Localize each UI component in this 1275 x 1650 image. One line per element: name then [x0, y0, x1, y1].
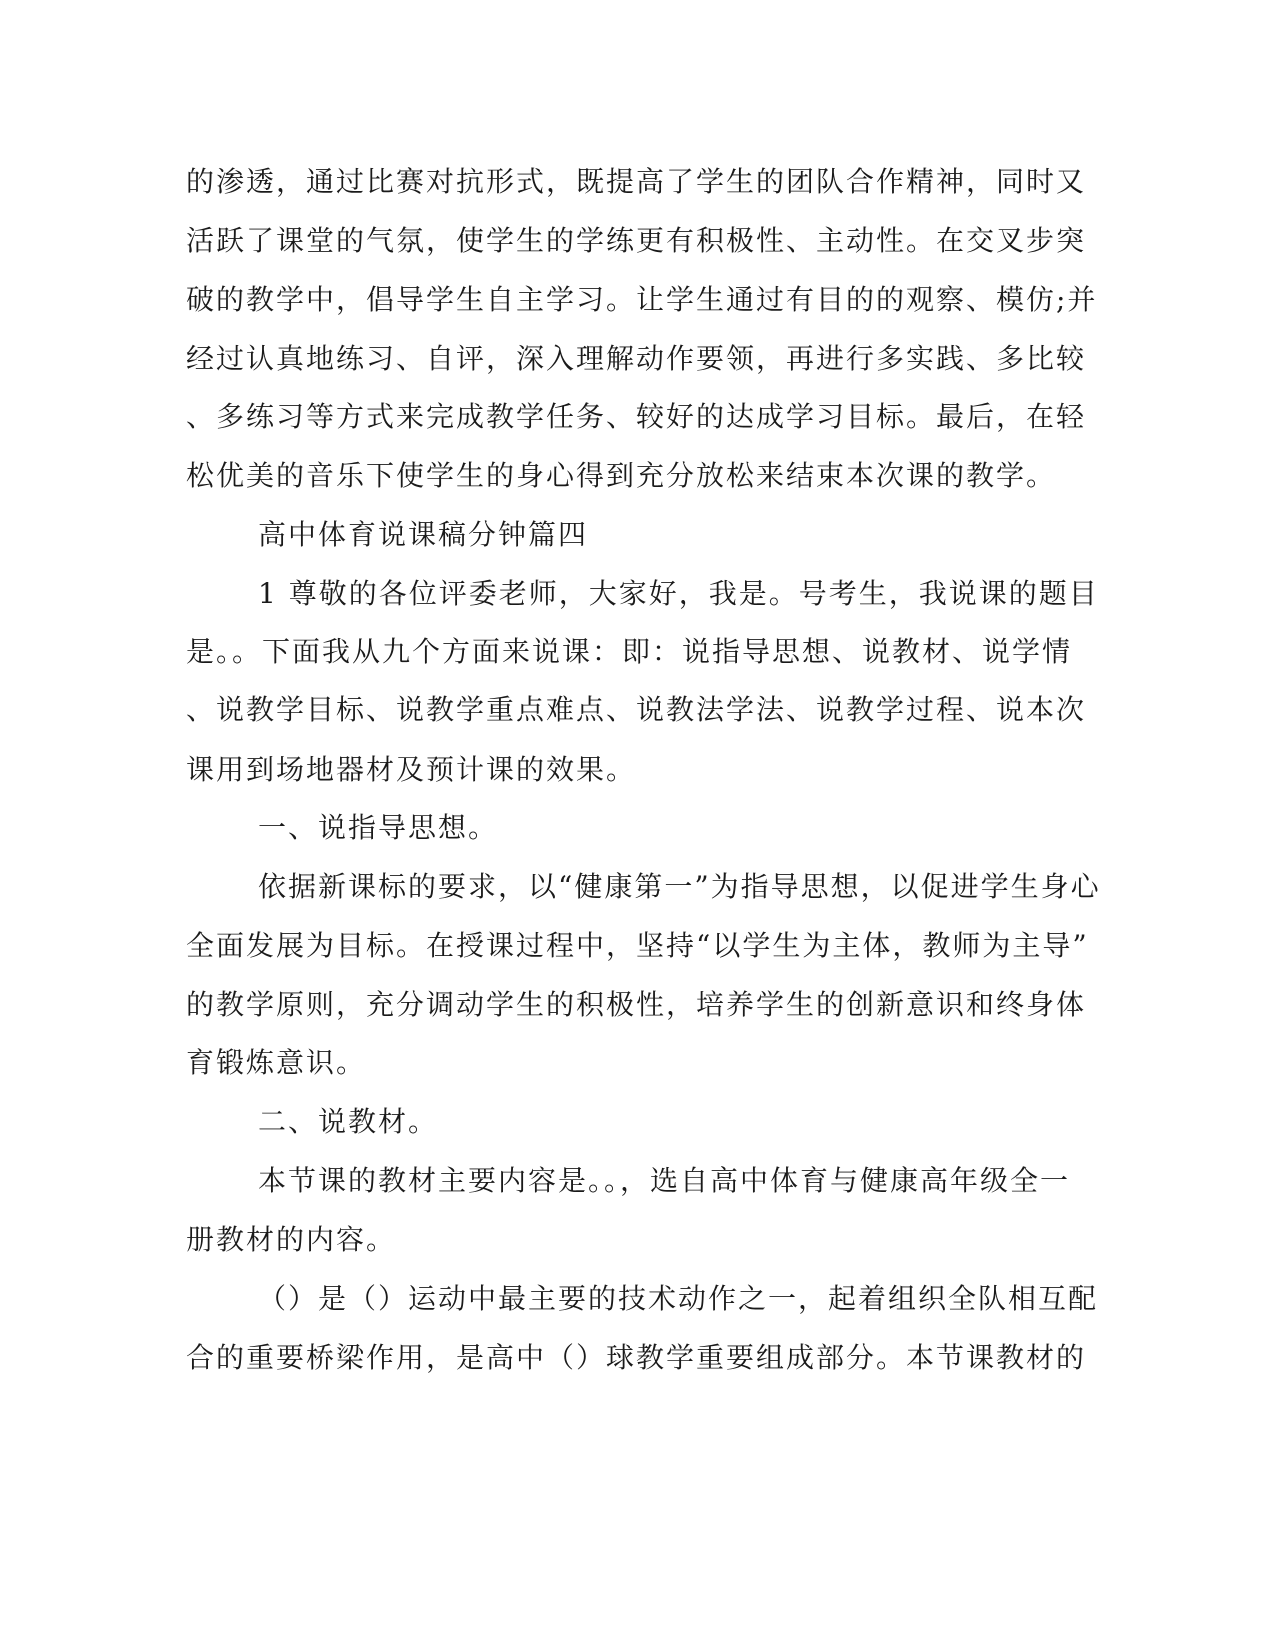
text-line: 依据新课标的要求，以“健康第一”为指导思想，以促进学生身心 [258, 870, 1101, 903]
text-line: 本节课的教材主要内容是。。，选自高中体育与健康高年级全一 [258, 1164, 1071, 1197]
text-line: 松优美的音乐下使学生的身心得到充分放松来结束本次课的教学。 [186, 459, 1057, 492]
text-line: 的教学原则，充分调动学生的积极性，培养学生的创新意识和终身体 [186, 988, 1087, 1021]
text-line: 课用到场地器材及预计课的效果。 [186, 753, 637, 786]
text-line: 经过认真地练习、自评，深入理解动作要领，再进行多实践、多比较 [186, 342, 1087, 375]
text-line: 1 尊敬的各位评委老师，大家好，我是。号考生，我说课的题目 [258, 577, 1099, 610]
text-line: 育锻炼意识。 [186, 1046, 367, 1079]
text-line: 是。。下面我从九个方面来说课：即：说指导思想、说教材、说学情 [186, 635, 1073, 668]
text-line: （）是（）运动中最主要的技术动作之一，起着组织全队相互配 [258, 1282, 1099, 1315]
subheading: 二、说教材。 [258, 1105, 439, 1138]
text-line: 的渗透，通过比赛对抗形式，既提高了学生的团队合作精神，同时又 [186, 165, 1087, 198]
text-line: 、说教学目标、说教学重点难点、说教法学法、说教学过程、说本次 [186, 693, 1087, 726]
text-line: 册教材的内容。 [186, 1223, 397, 1256]
text-line: 活跃了课堂的气氛，使学生的学练更有积极性、主动性。在交叉步突 [186, 224, 1087, 257]
text-line: 、多练习等方式来完成教学任务、较好的达成学习目标。最后，在轻 [186, 400, 1087, 433]
subheading: 一、说指导思想。 [258, 811, 499, 844]
text-line: 合的重要桥梁作用，是高中（）球教学重要组成部分。本节课教材的 [186, 1341, 1087, 1374]
section-heading: 高中体育说课稿分钟篇四 [258, 518, 589, 551]
text-line: 破的教学中，倡导学生自主学习。让学生通过有目的的观察、模仿;并 [186, 283, 1098, 316]
text-line: 全面发展为目标。在授课过程中，坚持“以学生为主体，教师为主导” [186, 929, 1089, 962]
